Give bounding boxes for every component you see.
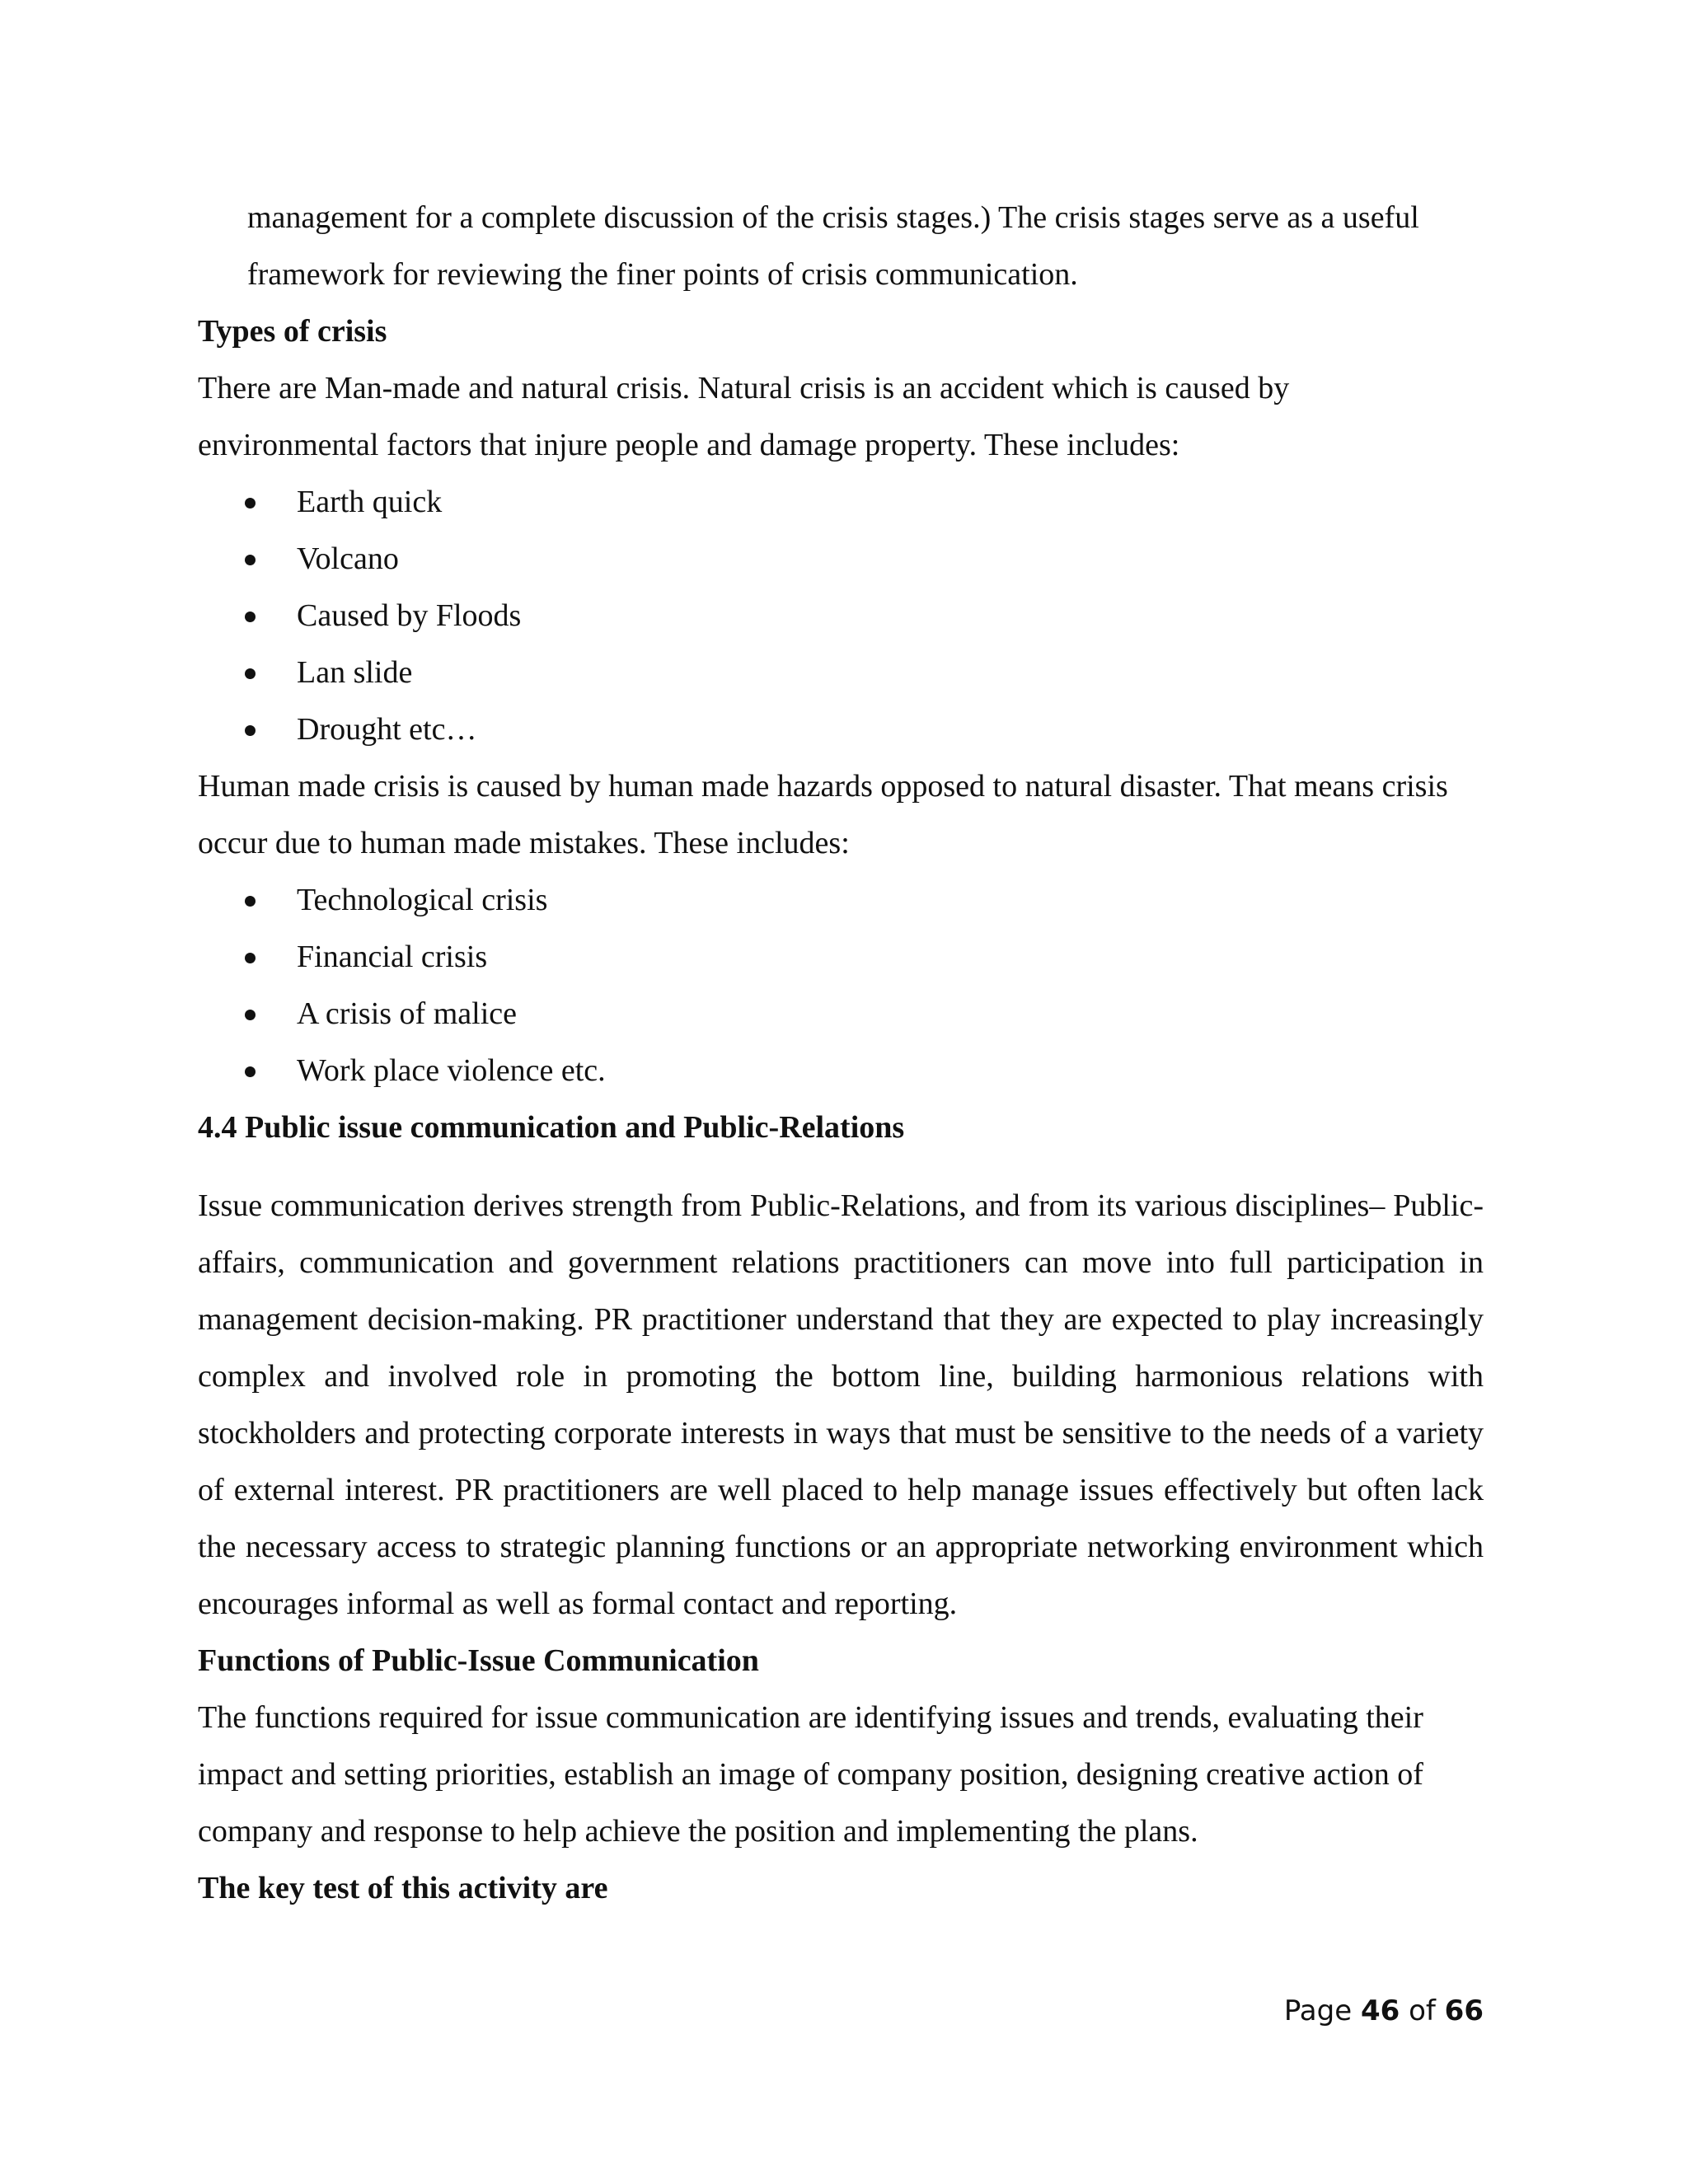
bullet-icon xyxy=(245,612,256,622)
bullet-icon xyxy=(245,1066,256,1077)
functions-paragraph: The functions required for issue communication are identifying issues and trends, evaluating their impact and setting priorities, establish an image of company position, designing creative action of company and response to help achieve the position and implementing the plans. xyxy=(198,1700,1423,1849)
bullet-icon xyxy=(245,953,256,963)
bullet-icon xyxy=(245,498,256,509)
section-4-4-paragraph: Issue communication derives strength from Public-Relations, and from its various disciplines– Public-affairs, communication and government relations practitioners can move into full participation in management decision-making. PR practitioner understand that they are expected to play increasingly complex and involved role in promoting the bottom line, building harmonious relations with stockholders and protecting corporate interests in ways that must be sensitive to the needs of a variety of external interest. PR practitioners are well placed to help manage issues effectively but often lack the necessary access to strategic planning functions or an appropriate networking environment which encourages informal as well as formal contact and reporting. xyxy=(198,1188,1484,1621)
list-item: Drought etc… xyxy=(198,701,1484,758)
page-word: Page xyxy=(1283,1994,1353,2027)
functions-heading: Functions of Public-Issue Communication xyxy=(198,1643,759,1678)
key-test-heading: The key test of this activity are xyxy=(198,1871,608,1905)
natural-crisis-intro: There are Man-made and natural crisis. Natural crisis is an accident which is caused by environmental factors that injure people and damage property. These includes: xyxy=(198,371,1290,462)
human-crisis-intro: Human made crisis is caused by human made hazards opposed to natural disaster. That means crisis occur due to human made mistakes. These includes: xyxy=(198,769,1448,860)
bullet-icon xyxy=(245,555,256,565)
intro-paragraph xyxy=(198,190,1484,303)
of-word: of xyxy=(1409,1994,1436,2027)
list-item: Lan slide xyxy=(198,644,1484,701)
list-item: Caused by Floods xyxy=(198,588,1484,644)
page-number-footer xyxy=(1284,1994,1484,2027)
total-pages-number: 66 xyxy=(1444,1994,1484,2027)
intro-line-1: management for a complete discussion of the crisis stages.) The crisis stages serve as a useful xyxy=(247,200,1419,235)
list-item: A crisis of malice xyxy=(198,986,1484,1043)
list-item: Earth quick xyxy=(198,474,1484,531)
list-item: Volcano xyxy=(198,531,1484,588)
document-page xyxy=(198,190,1484,1917)
list-item: Financial crisis xyxy=(198,929,1484,986)
types-of-crisis-heading: Types of crisis xyxy=(198,314,387,349)
intro-line-2: framework for reviewing the finer points of crisis communication. xyxy=(247,257,1078,292)
bullet-icon xyxy=(245,896,256,907)
list-item: Technological crisis xyxy=(198,872,1484,929)
bullet-icon xyxy=(245,668,256,679)
current-page-number: 46 xyxy=(1360,1994,1400,2027)
bullet-icon xyxy=(245,1010,256,1020)
bullet-icon xyxy=(245,725,256,736)
section-4-4-heading: 4.4 Public issue communication and Public-Relations xyxy=(198,1110,905,1145)
natural-crisis-list xyxy=(198,474,1484,758)
human-crisis-list xyxy=(198,872,1484,1099)
list-item: Work place violence etc. xyxy=(198,1043,1484,1099)
